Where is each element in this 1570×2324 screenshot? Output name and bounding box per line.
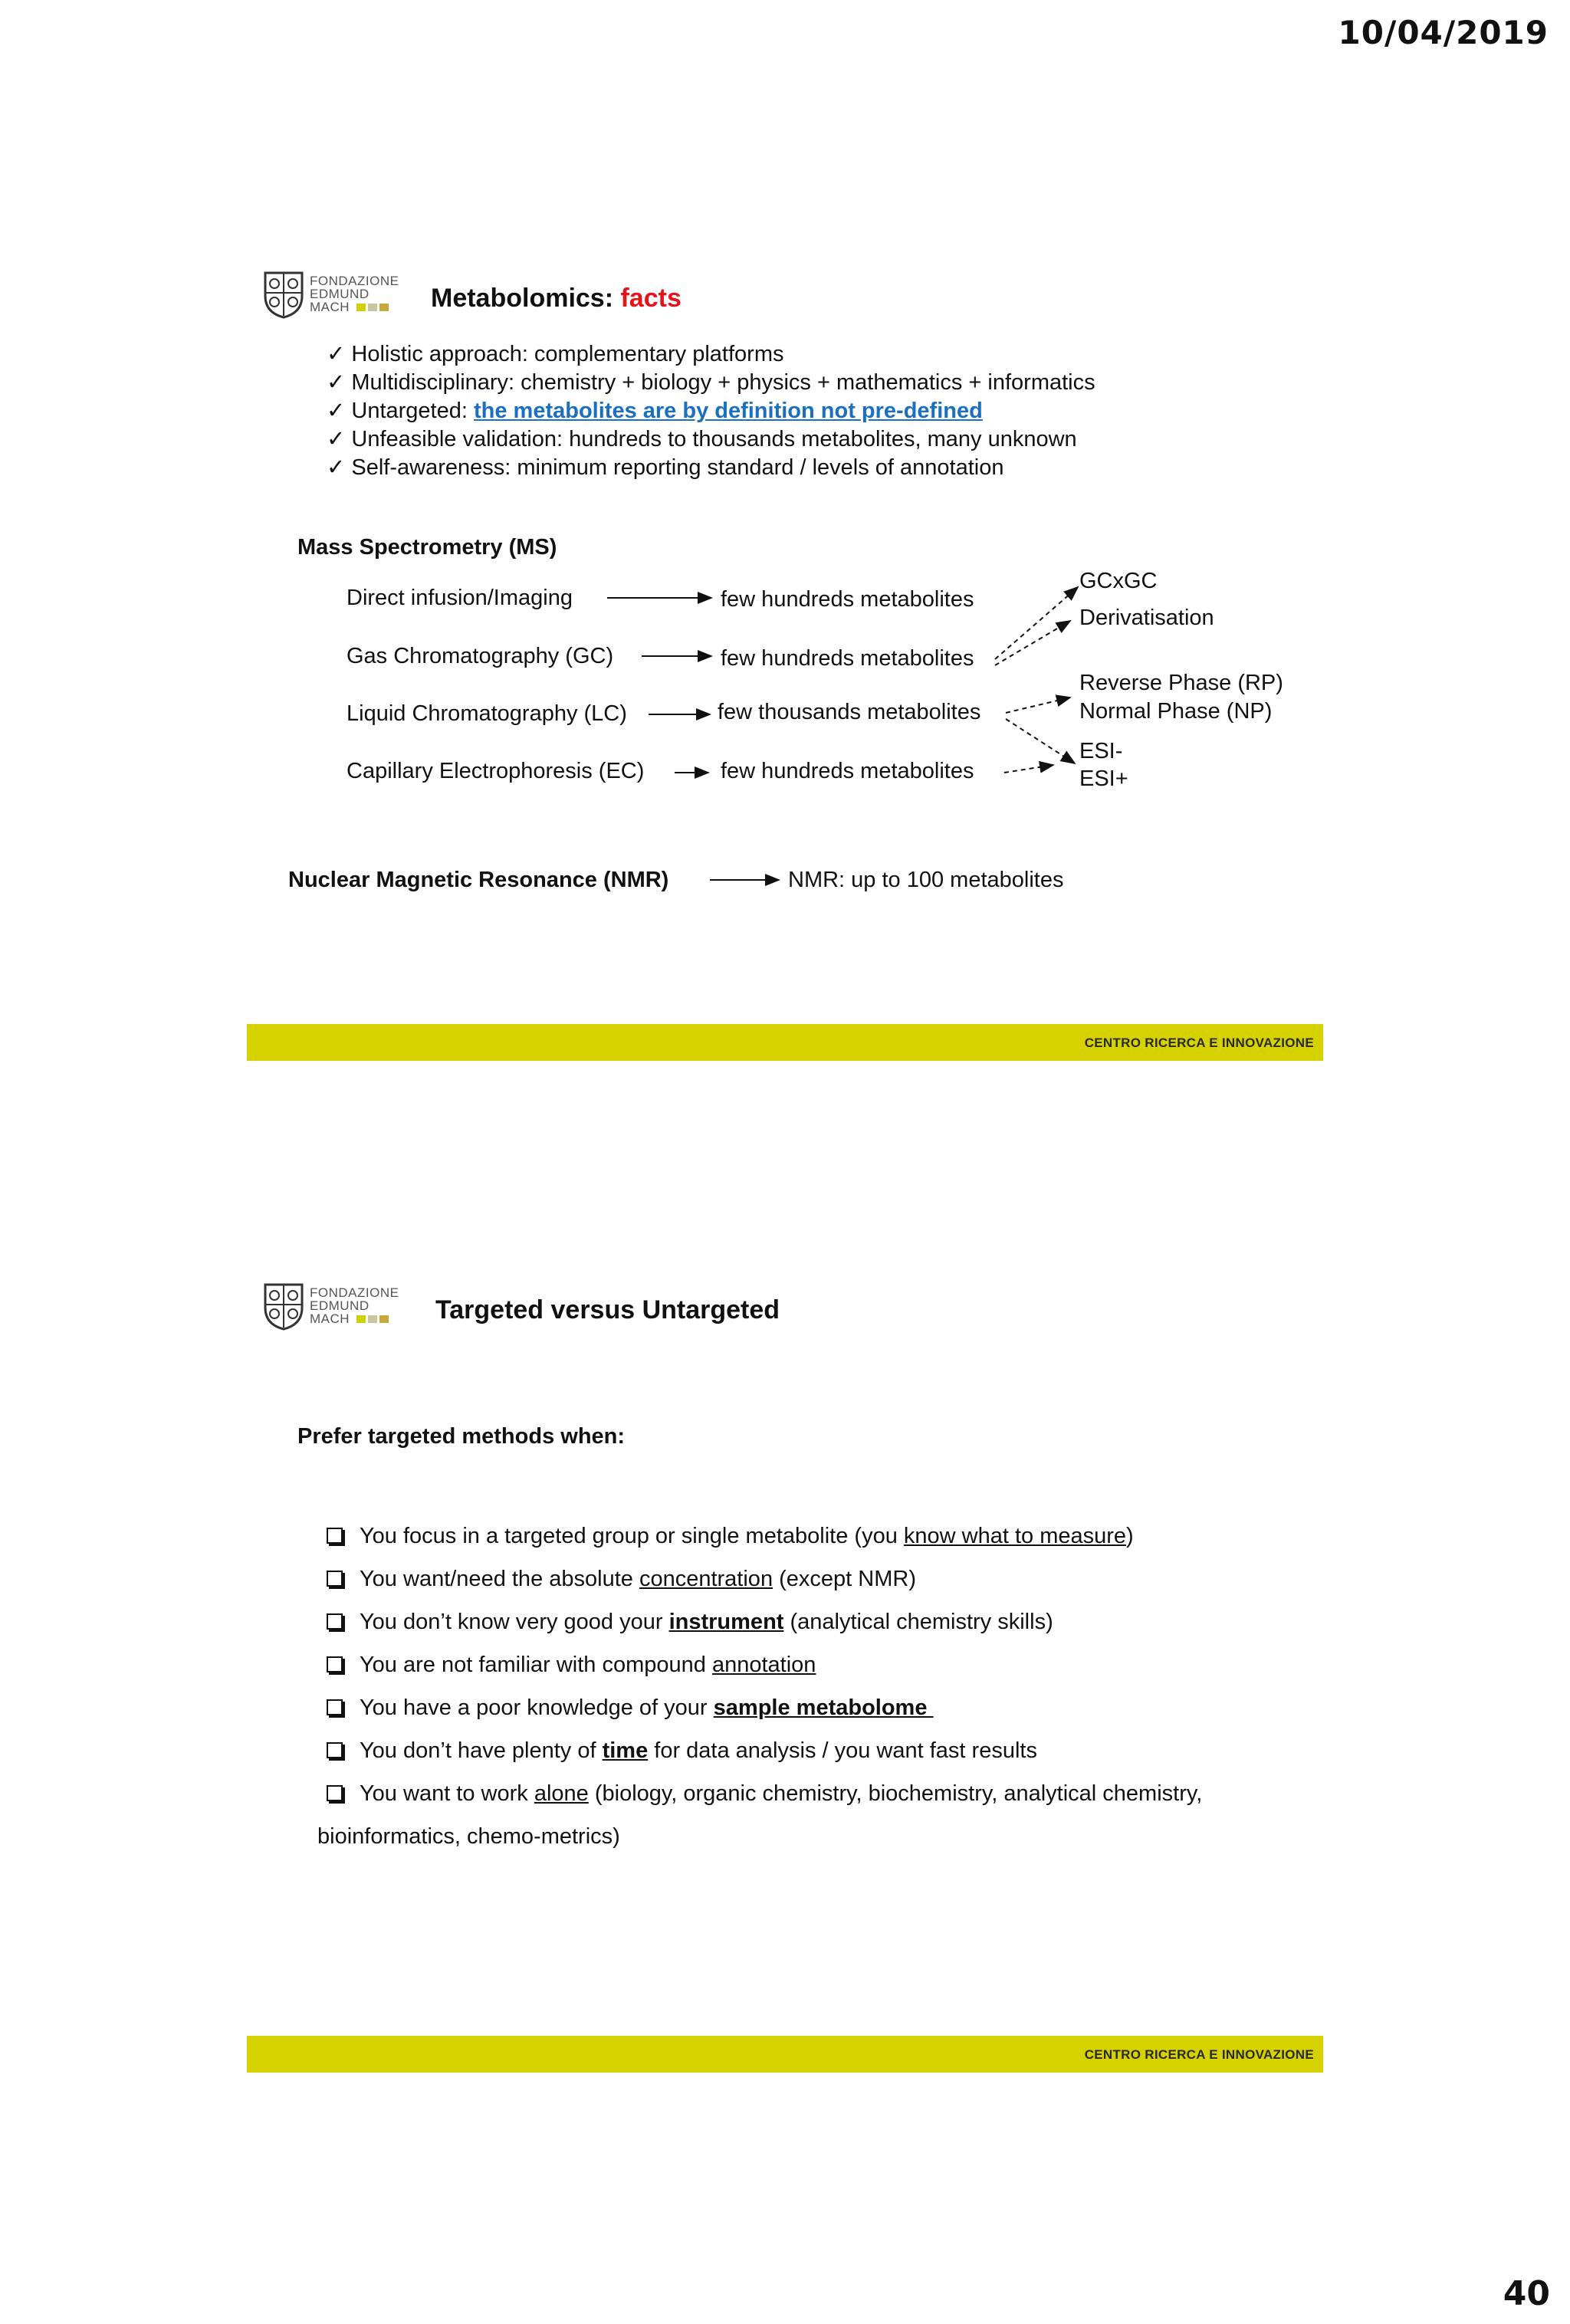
- targeted-reasons-list: [317, 1515, 1203, 1858]
- checkbox-icon: [327, 1785, 343, 1801]
- result-direct-infusion: few hundreds metabolites: [721, 587, 974, 612]
- list-item: You want to work alone (biology, organic chemistry, biochemistry, analytical chemistry,: [327, 1772, 1202, 1815]
- flow-arrows: [247, 261, 1323, 950]
- option-esi-plus: ESI+: [1079, 766, 1128, 791]
- option-derivatisation: Derivatisation: [1079, 606, 1214, 630]
- slide-metabolomics-facts: [247, 261, 1323, 1062]
- nmr-result: NMR: up to 100 metabolites: [788, 868, 1064, 892]
- checkbox-icon: [327, 1699, 343, 1715]
- fact-item: ✓ Self-awareness: minimum reporting standard / levels of annotation: [327, 455, 1004, 480]
- dash-lc-rp: [1006, 698, 1070, 713]
- definition-link[interactable]: the metabolites are by definition not pre-defined: [473, 399, 983, 423]
- result-ec: few hundreds metabolites: [721, 759, 974, 783]
- option-reverse-phase: Reverse Phase (RP): [1079, 671, 1283, 695]
- page-date: 10/04/2019: [1338, 14, 1549, 51]
- title-highlight: facts: [620, 284, 682, 313]
- checkbox-icon: [327, 1656, 343, 1672]
- fact-item: ✓ Multidisciplinary: chemistry + biology + physics + mathematics + informatics: [327, 370, 1095, 395]
- dash-gc-deriv: [995, 621, 1070, 665]
- list-item: You don’t know very good your instrument (analytical chemistry skills): [327, 1600, 1202, 1643]
- dash-gc-gcxgc: [995, 587, 1078, 659]
- technique-direct-infusion: Direct infusion/Imaging: [347, 586, 573, 610]
- logo-line-1: FONDAZIONE: [310, 273, 399, 288]
- result-lc: few thousands metabolites: [718, 700, 981, 724]
- result-gc: few hundreds metabolites: [721, 646, 974, 671]
- nmr-heading: Nuclear Magnetic Resonance (NMR): [288, 868, 669, 892]
- option-esi-minus: ESI-: [1079, 739, 1123, 763]
- option-normal-phase: Normal Phase (NP): [1079, 699, 1273, 724]
- targeted-subheading: Prefer targeted methods when:: [297, 1424, 626, 1449]
- logo-line-2: EDMUND: [310, 1298, 370, 1313]
- logo-squares: [356, 1312, 391, 1325]
- checkbox-icon: [327, 1528, 343, 1544]
- logo-line-3: MACH: [310, 299, 350, 314]
- option-gcxgc: GCxGC: [1079, 569, 1158, 593]
- logo-line-1: FONDAZIONE: [310, 1285, 399, 1300]
- list-item: You focus in a targeted group or single metabolite (you know what to measure): [327, 1515, 1202, 1558]
- footer-band-label: CENTRO RICERCA E INNOVAZIONE: [1084, 2047, 1314, 2062]
- footer-band-label: CENTRO RICERCA E INNOVAZIONE: [1084, 1036, 1314, 1050]
- dash-lc-esi: [1006, 719, 1075, 763]
- list-item-continuation: bioinformatics, chemo-metrics): [317, 1824, 620, 1849]
- footer-band: [247, 2036, 1323, 2073]
- list-item: You have a poor knowledge of your sample metabolome: [327, 1686, 1202, 1729]
- checkbox-icon: [327, 1571, 343, 1587]
- fact-item: ✓ Unfeasible validation: hundreds to thousands metabolites, many unknown: [327, 427, 1077, 451]
- technique-gc: Gas Chromatography (GC): [347, 644, 614, 668]
- checkbox-icon: [327, 1742, 343, 1758]
- slide-title: Metabolomics: facts: [431, 284, 682, 313]
- footer-band: [247, 1024, 1323, 1061]
- logo-line-2: EDMUND: [310, 286, 370, 301]
- slide-title: Targeted versus Untargeted: [435, 1295, 780, 1324]
- technique-lc: Liquid Chromatography (LC): [347, 701, 627, 726]
- list-item: You don’t have plenty of time for data analysis / you want fast results: [327, 1729, 1202, 1772]
- list-item: You want/need the absolute concentration (except NMR): [327, 1558, 1202, 1600]
- fact-item: ✓ Holistic approach: complementary platforms: [327, 342, 784, 366]
- fem-seal-icon: [262, 1280, 305, 1331]
- technique-ec: Capillary Electrophoresis (EC): [347, 759, 645, 783]
- fact-item: ✓ Untargeted: the metabolites are by definition not pre-defined: [327, 399, 983, 423]
- list-item: You are not familiar with compound annotation: [327, 1643, 1202, 1686]
- fem-logo: [262, 1280, 399, 1331]
- slide-targeted-vs-untargeted: [247, 1272, 1323, 2073]
- ms-heading: Mass Spectrometry (MS): [297, 535, 557, 560]
- page-number: 40: [1503, 2274, 1550, 2313]
- dash-ec-esi: [1004, 765, 1053, 773]
- checkbox-icon: [327, 1613, 343, 1630]
- logo-line-3: MACH: [310, 1311, 350, 1326]
